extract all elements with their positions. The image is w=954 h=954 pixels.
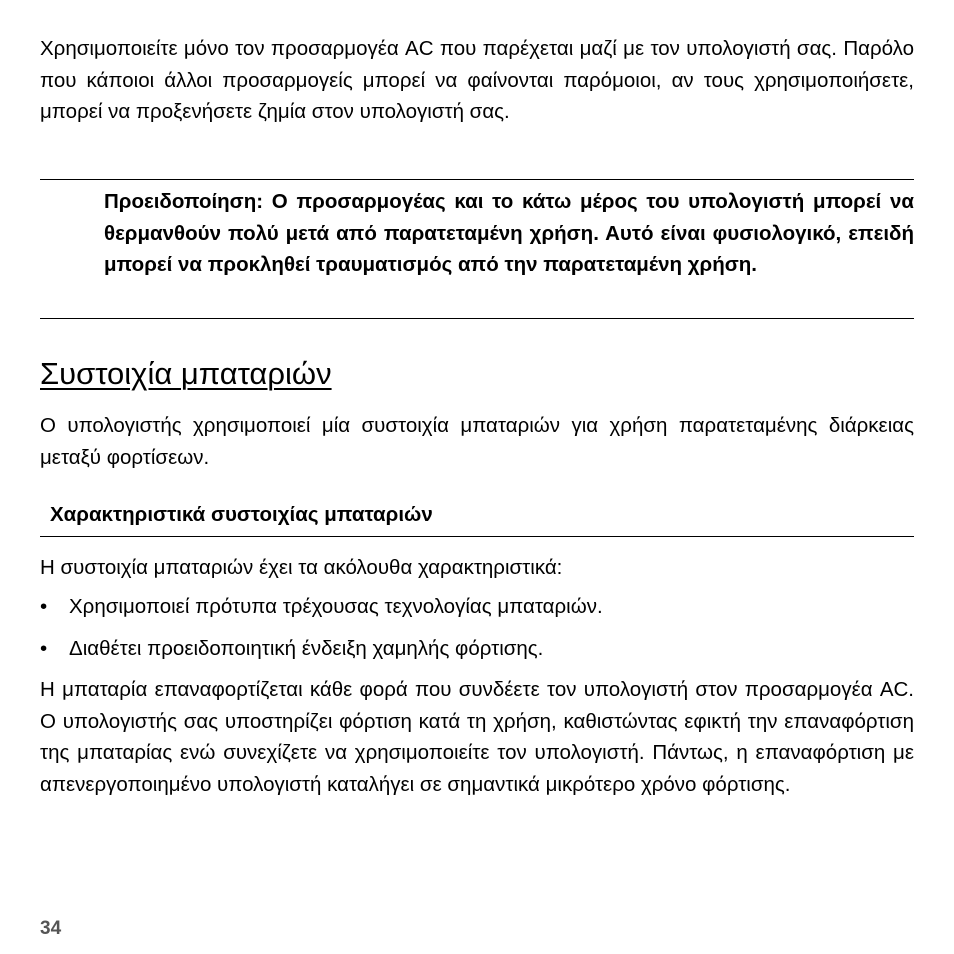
charging-paragraph: Η μπαταρία επαναφορτίζεται κάθε φορά που συνδέετε τον υπολογιστή στον προσαρμογέα AC. Ο υπολογιστής σας υποστηρίζει φόρτιση κατά τη χρήση, καθιστώντας εφικτή την επαναφόρτιση της μπαταρίας ενώ συνεχίζετε να χρησιμοποιείτε τον υπολογιστή. Πάντως, η επαναφόρτιση με απενεργοποιημένο υπολογιστή καταλήγει σε σημαντικά μικρότερο χρόνο φόρτισης. [40,678,914,796]
list-item-text: Χρησιμοποιεί πρότυπα τρέχουσας τεχνολογίας μπαταριών. [69,595,603,618]
page-number: 34 [40,918,62,939]
intro-paragraph: Χρησιμοποιείτε μόνο τον προσαρμογέα AC που παρέχεται μαζί με τον υπολογιστή σας. Παρόλο που κάποιοι άλλοι προσαρμογείς μπορεί να φαίνονται παρόμοιοι, αν τους χρησιμοποιήσετε, μπορεί να προξενήσετε ζημία στον υπολογιστή σας. [40,37,914,123]
subsection-intro: Η συστοιχία μπαταριών έχει τα ακόλουθα χαρακτηριστικά: [40,556,563,579]
bullet-icon: • [40,595,48,618]
section-paragraph: Ο υπολογιστής χρησιμοποιεί μία συστοιχία μπαταριών για χρήση παρατεταμένης διάρκειας μεταξύ φορτίσεων. [40,414,914,469]
warning-top-divider [40,179,914,180]
warning-bottom-divider [40,318,914,319]
warning-note: Προειδοποίηση: Ο προσαρμογέας και το κάτω μέρος του υπολογιστή μπορεί να θερμανθούν πολύ μετά από παρατεταμένη χρήση. Αυτό είναι φυσιολογικό, επειδή μπορεί να προκληθεί τραυματισμός από την παρατεταμένη χρήση. [104,190,914,276]
subsection-divider [40,536,914,537]
subsection-heading: Χαρακτηριστικά συστοιχίας μπαταριών [50,503,433,526]
bullet-icon: • [40,637,48,660]
section-heading: Συστοιχία μπαταριών [40,356,332,391]
list-item-text: Διαθέτει προειδοποιητική ένδειξη χαμηλής φόρτισης. [69,637,544,660]
